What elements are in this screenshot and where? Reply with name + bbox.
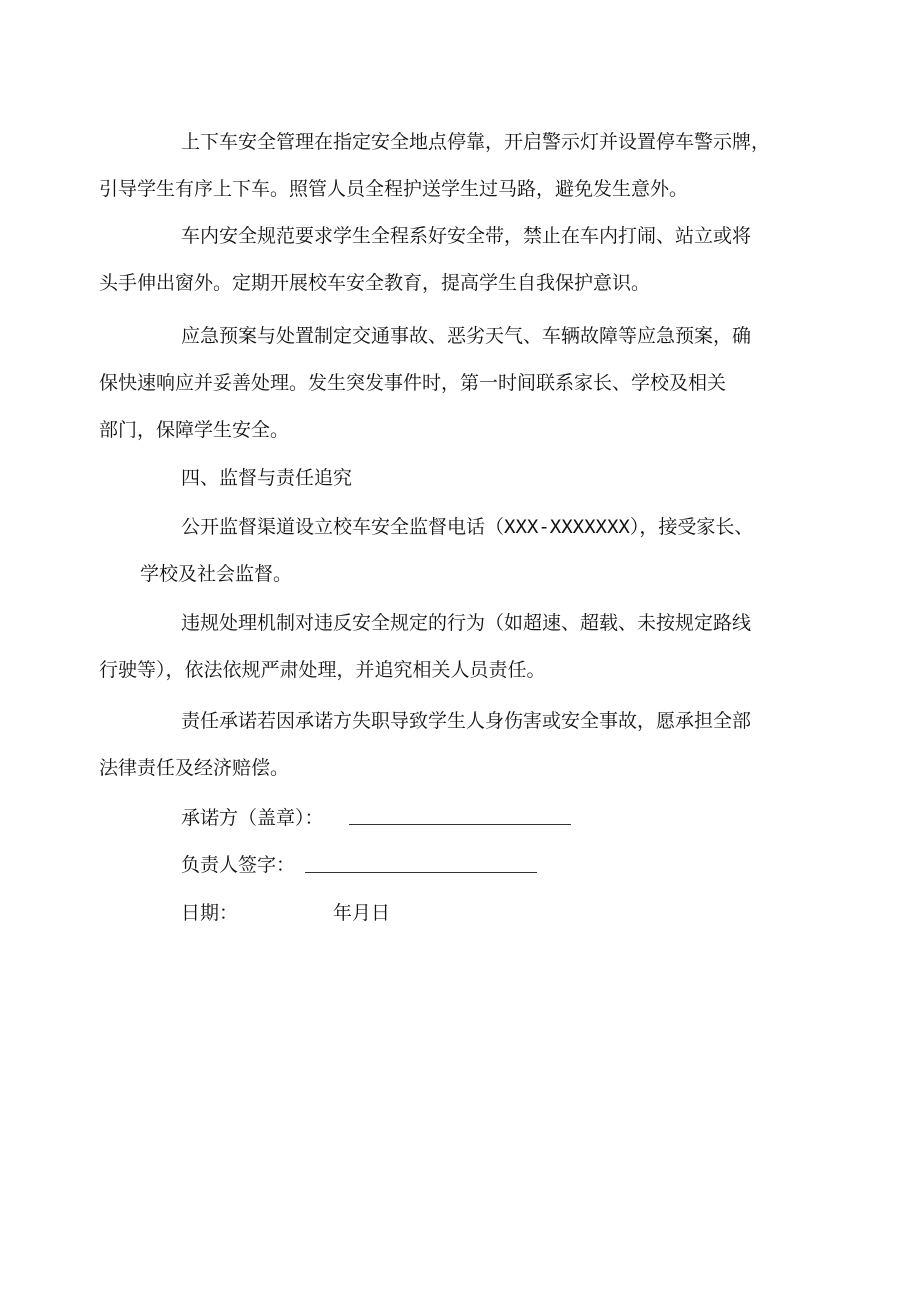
paragraph-in-vehicle-rules [99, 213, 800, 307]
promisor-seal-label: 承诺方（盖章）： [181, 807, 324, 829]
supervision-prefix: 公开监督渠道设立校车安全监督电话 [181, 516, 486, 538]
paragraph-commitment [99, 698, 800, 792]
section-heading: 四、监督与责任追究 [181, 467, 353, 489]
paragraph-line: 引导学生有序上下车。照管人员全程护送学生过马路，避免发生意外。 [99, 178, 689, 200]
supervision-phone: （XXX-XXXXXXX） [485, 516, 640, 538]
paragraph-line: 违规处理机制对违反安全规定的行为（如超速、超载、未按规定路线 [181, 612, 752, 634]
paragraph-emergency-plan [99, 313, 800, 454]
paragraph-violation-handling [99, 600, 800, 694]
responsible-signature-line[interactable] [305, 872, 537, 873]
date-label: 日期： [181, 902, 239, 924]
paragraph-line: 车内安全规范要求学生全程系好安全带，禁止在车内打闹、站立或将 [181, 225, 752, 247]
promisor-seal-line[interactable] [349, 824, 571, 825]
date-value: 年月日 [333, 902, 391, 924]
paragraph-line: 行驶等），依法依规严肃处理，并追究相关人员责任。 [99, 659, 546, 681]
paragraph-line: 责任承诺若因承诺方失职导致学生人身伤害或安全事故，愿承担全部 [181, 710, 752, 732]
paragraph-line: 上下车安全管理在指定安全地点停靠，开启警示灯并设置停车警示牌， [181, 131, 771, 153]
paragraph-line: 头手伸出窗外。定期开展校车安全教育，提高学生自我保护意识。 [99, 272, 651, 294]
supervision-suffix: ，接受家长、 [639, 516, 754, 538]
paragraph-boarding-safety [99, 119, 800, 213]
paragraph-supervision-line1 [181, 504, 753, 551]
paragraph-supervision-line2: 学校及社会监督。 [140, 563, 293, 585]
paragraph-line: 应急预案与处置制定交通事故、恶劣天气、车辆故障等应急预案，确 [181, 325, 752, 347]
paragraph-line: 法律责任及经济赔偿。 [99, 757, 290, 779]
paragraph-line: 保快速响应并妥善处理。发生突发事件时，第一时间联系家长、学校及相关 [99, 372, 727, 394]
responsible-signature-label: 负责人签字： [181, 854, 296, 876]
paragraph-line: 部门，保障学生安全。 [99, 419, 290, 441]
